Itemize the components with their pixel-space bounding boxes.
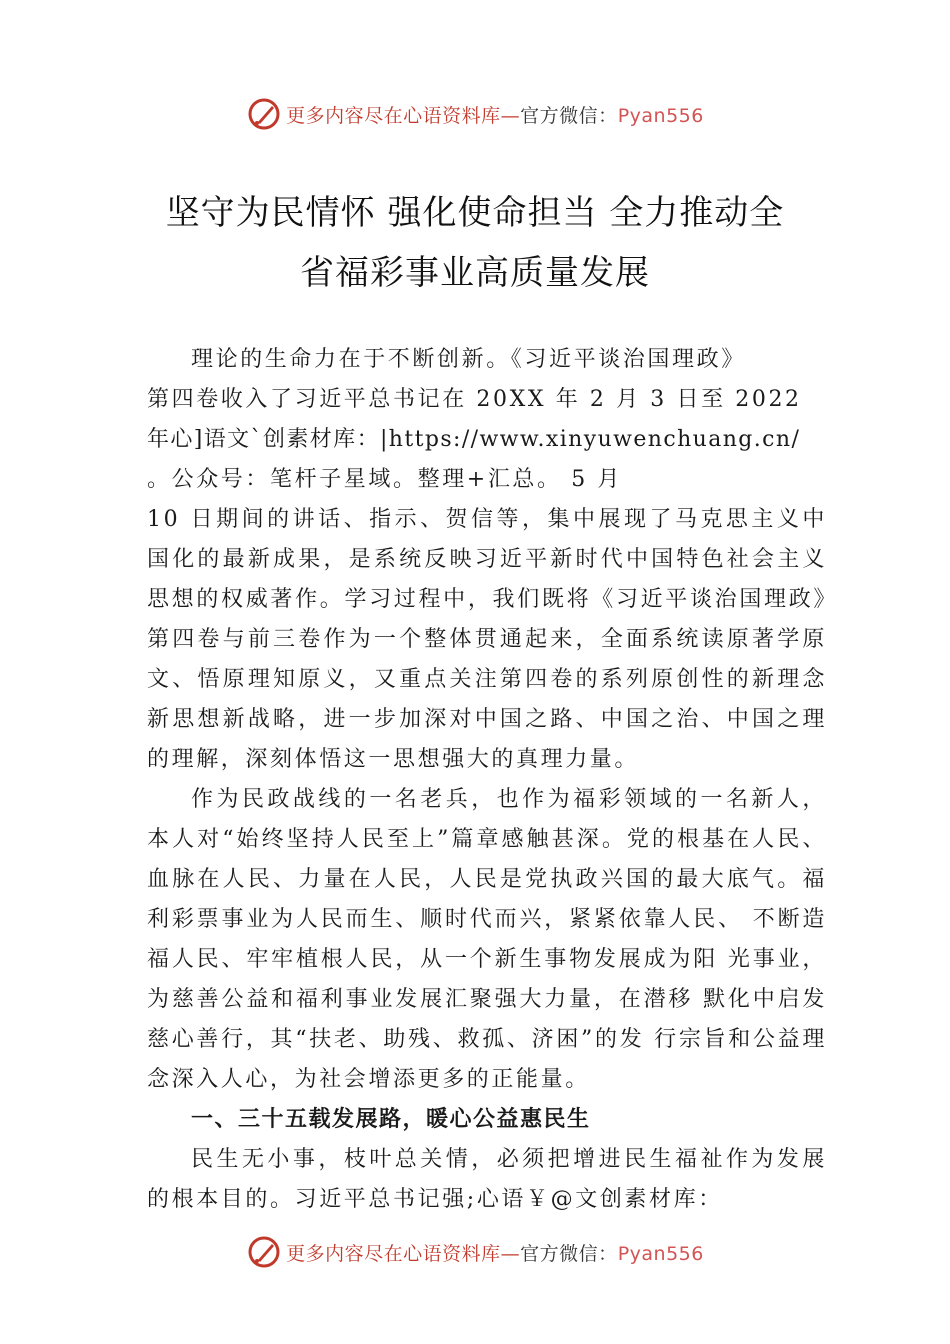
banner-text bbox=[286, 1239, 704, 1266]
paragraph-2: 作为民政战线的一名老兵，也作为福彩领域的一名新人，本人对“始终坚持人民至上”篇章感触甚深。党的根基在人民、血脉在人民、力量在人民，人民是党执政兴国的最大底气。福利彩票事业为人民而生、顺时代而兴，紧紧依靠人民、 不断造福人民、牢牢植根人民，从一个新生事物发展成为阳 光事业，为慈善公益和福利事业发展汇聚强大力量，在潜移 默化中启发慈心善行，其“扶老、助残、救孤、济困”的发 行宗旨和公益理念深入人心，为社会增添更多的正能量。 bbox=[147, 787, 827, 1092]
paragraph-3: 民生无小事，枝叶总关情，必须把增进民生福祉作为发展的根本目的。习近平总书记强;心语￥@文创素材库： bbox=[147, 1147, 827, 1212]
paragraph-1 bbox=[147, 340, 827, 780]
paragraph-1-line: 第四卷收入了习近平总书记在 20XX 年 2 月 3 日至 2022 bbox=[147, 387, 802, 412]
banner-dash: — bbox=[500, 104, 521, 127]
banner-lead: 更多内容尽在心语资料库 bbox=[286, 104, 501, 127]
header-watermark-banner bbox=[0, 94, 950, 134]
section-heading-1: 一、三十五载发展路，暖心公益惠民生 bbox=[191, 1107, 591, 1132]
document-body bbox=[147, 340, 827, 1220]
title-line-2: 省福彩事业高质量发展 bbox=[300, 253, 650, 293]
brush-logo-icon bbox=[246, 96, 282, 132]
banner-text bbox=[286, 101, 704, 128]
paragraph-1-line: 。公众号：笔杆子星域。整理+汇总。 5 月 bbox=[147, 467, 623, 492]
banner-wechat-label: 官方微信： bbox=[520, 104, 618, 127]
paragraph-1-line: 年心]语文`创素材库：|https://www.xinyuwenchuang.cn/ bbox=[147, 427, 801, 452]
paragraph-1-text: 10 日期间的讲话、指示、贺信等，集中展现了马克思主义中国化的最新成果，是系统反映习近平新时代中国特色社会主义思想的权威著作。学习过程中，我们既将《习近平谈治国理政》第四卷与前三卷作为一个整体贯通起来，全面系统读原著学原文、悟原理知原义，又重点关注第四卷的系列原创性的新理念新思想新战略，进一步加深对中国之路、中国之治、中国之理的理解，深刻体悟这一思想强大的真理力量。 bbox=[147, 507, 827, 772]
footer-watermark-banner bbox=[0, 1232, 950, 1272]
banner-wechat-label: 官方微信： bbox=[520, 1242, 618, 1265]
banner-lead: 更多内容尽在心语资料库 bbox=[286, 1242, 501, 1265]
title-line-1: 坚守为民情怀 强化使命担当 全力推动全 bbox=[165, 193, 785, 233]
paragraph-1-line: 理论的生命力在于不断创新。《习近平谈治国理政》 bbox=[191, 347, 746, 372]
document-title bbox=[100, 183, 850, 303]
banner-dash: — bbox=[500, 1242, 521, 1265]
banner-account: Pyan556 bbox=[617, 1242, 704, 1265]
brush-logo-icon bbox=[246, 1234, 282, 1270]
banner-account: Pyan556 bbox=[617, 104, 704, 127]
